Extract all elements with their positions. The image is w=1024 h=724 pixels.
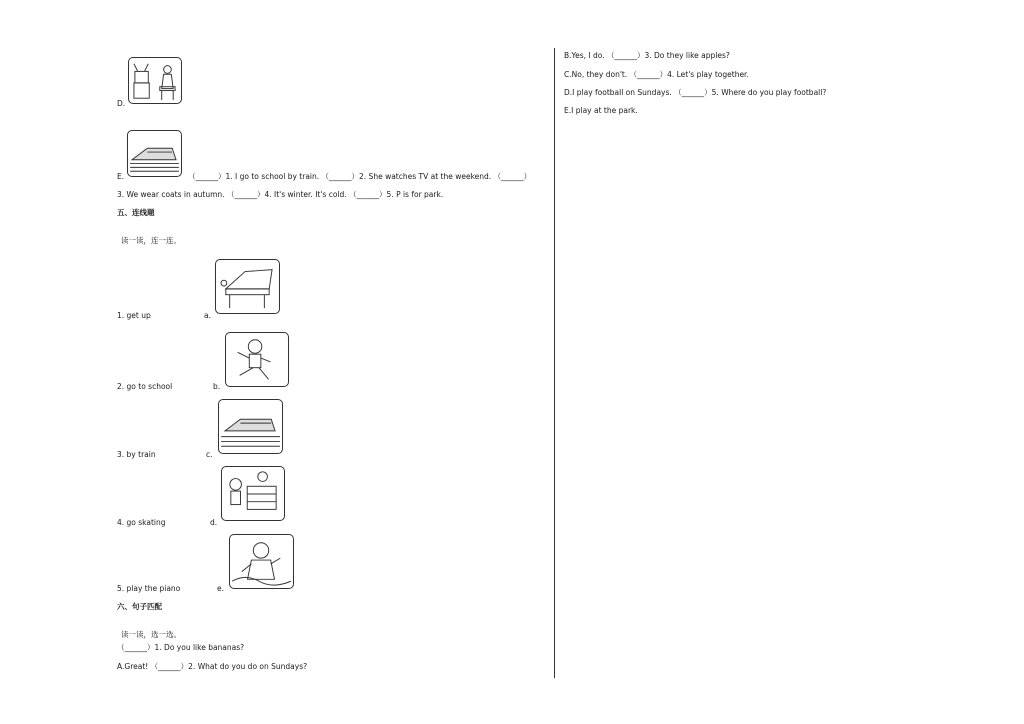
- right-line-1: B.Yes, I do. （______）3. Do they like apples?: [564, 51, 730, 60]
- column-divider: [554, 48, 555, 678]
- piano-picture: [215, 259, 280, 314]
- matching-phrase-4: 4. go skating: [117, 518, 166, 527]
- s6-question-line-1: （______）1. Do you like bananas?: [117, 643, 245, 652]
- section6-instruction: 读一读，选一选。: [121, 630, 181, 639]
- matching-letter-d: d.: [210, 518, 218, 527]
- q4-sentence-line-1: （______）1. I go to school by train. （______）2. She watches TV at the weekend. （______）: [188, 172, 532, 181]
- matching-letter-c: c.: [206, 450, 213, 459]
- section5-instruction: 读一读，连一连。: [121, 236, 181, 245]
- matching-phrase-2: 2. go to school: [117, 382, 173, 391]
- matching-phrase-3: 3. by train: [117, 450, 156, 459]
- matching-phrase-1: 1. get up: [117, 311, 151, 320]
- matching-phrase-5: 5. play the piano: [117, 584, 181, 593]
- section5-heading: 五、连线题: [117, 208, 155, 217]
- school-picture: [221, 466, 285, 521]
- train-matching-picture: [218, 399, 283, 454]
- section6-heading: 六、句子匹配: [117, 602, 162, 611]
- right-line-2: C.No, they don't. （______）4. Let's play together.: [564, 70, 749, 79]
- right-line-3: D.I play football on Sundays. （______）5. Where do you play football?: [564, 88, 827, 97]
- boy-waking-picture: [229, 534, 294, 589]
- tv-watching-picture: [128, 57, 182, 104]
- right-line-4: E.I play at the park.: [564, 106, 638, 115]
- q4-option-d: D.: [117, 99, 126, 108]
- train-picture: [127, 130, 182, 177]
- q4-option-e: E.: [117, 172, 125, 181]
- q4-sentence-line-2: 3. We wear coats in autumn. （______）4. It's winter. It's cold. （______）5. P is for park.: [117, 190, 444, 199]
- s6-question-line-2: A.Great! （______）2. What do you do on Sundays?: [117, 662, 308, 671]
- matching-letter-e: e.: [217, 584, 224, 593]
- running-boy-picture: [225, 332, 289, 387]
- matching-letter-a: a.: [204, 311, 211, 320]
- matching-letter-b: b.: [213, 382, 221, 391]
